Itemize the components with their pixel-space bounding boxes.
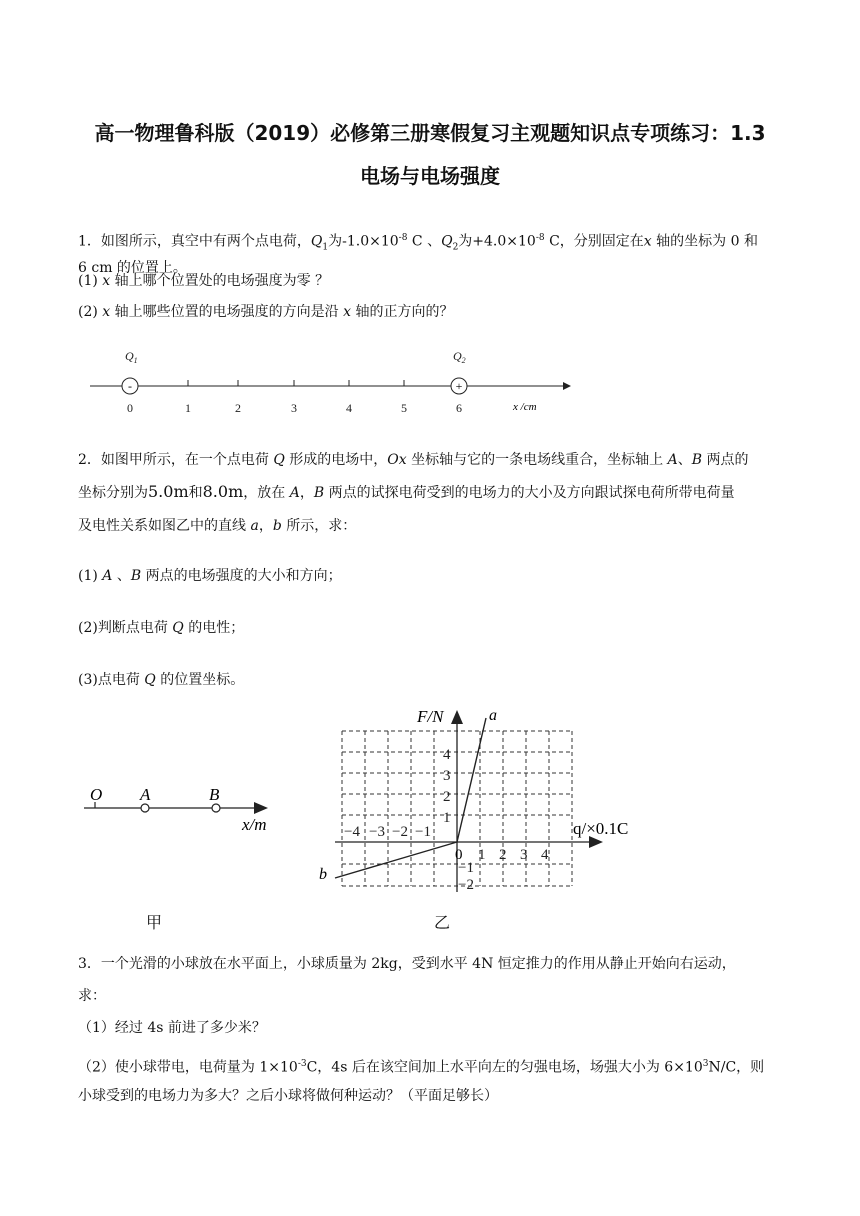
- q2-intro-line3: 及电性关系如图乙中的直线 a，b 所示，求：: [78, 518, 357, 534]
- y-tick-label: 1: [443, 810, 451, 826]
- q1-axis-arrow: [563, 382, 571, 390]
- x-tick-label: −3: [369, 824, 385, 840]
- q3-subquestion-1: （1）经过 4s 前进了多少米？: [78, 1020, 266, 1036]
- y-tick-label: −2: [458, 877, 474, 893]
- q3-intro-line2: 求：: [78, 988, 106, 1004]
- q1-figure: [85, 340, 585, 420]
- q3-intro-line1: 3．一个光滑的小球放在水平面上，小球质量为 2kg，受到水平 4N 恒定推力的作用从静止开始向右运动，: [78, 956, 736, 972]
- line-b: [335, 842, 457, 878]
- q2-charge-label: $Q_2$: [453, 349, 466, 365]
- tick-label: 3: [291, 401, 297, 415]
- x-tick-label: −4: [344, 824, 360, 840]
- x-tick-label: 3: [520, 847, 528, 863]
- tick-label: 5: [401, 401, 407, 415]
- positive-sign: +: [455, 379, 463, 393]
- y-tick-label: 2: [443, 789, 451, 805]
- yi-y-axis-arrow: [451, 710, 463, 724]
- tick-label: 0: [127, 401, 133, 415]
- page-title-line1: 高一物理鲁科版（2019）必修第三册寒假复习主观题知识点专项练习：1.3: [94, 121, 766, 145]
- caption-jia: 甲: [146, 913, 163, 932]
- q2-intro-line1: 2．如图甲所示，在一个点电荷 Q 形成的电场中，Ox 坐标轴与它的一条电场线重合，坐标轴上 A、B 两点的: [78, 452, 749, 468]
- jia-axis-arrow: [254, 802, 268, 814]
- x-tick-label: −1: [415, 824, 431, 840]
- q1-intro-line2: 6 cm 的位置上。: [78, 260, 187, 276]
- point-A: [141, 804, 149, 812]
- q3-subquestion-2: （2）使小球带电，电荷量为 $1\times 10^{-3}C$，4s 后在该空间加上水平向左的匀强电场，场强大小为 $6\times 10^3N/C$，则: [78, 1059, 765, 1076]
- tick-label: 6: [456, 401, 462, 415]
- q3-subquestion-2-line2: 小球受到的电场力为多大？之后小球将做何种运动？（平面足够长）: [78, 1088, 498, 1104]
- y-tick-label: 3: [443, 768, 451, 784]
- point-B: [212, 804, 220, 812]
- page-title-line2: 电场与电场强度: [360, 164, 500, 188]
- q1-subquestion-2: (2) x 轴上哪些位置的电场强度的方向是沿 x 轴的正方向的？: [78, 304, 454, 320]
- q1-axis-label: x /cm: [513, 401, 537, 413]
- jia-axis-label: x/m: [242, 815, 267, 834]
- q1-charge-label: $Q_1$: [125, 349, 138, 365]
- tick-label: 2: [235, 401, 241, 415]
- tick-label: 1: [185, 401, 191, 415]
- yi-y-axis-label: F/N: [417, 707, 444, 726]
- x-tick-label: 4: [541, 847, 549, 863]
- caption-yi: 乙: [434, 913, 451, 932]
- line-a: [457, 718, 486, 842]
- x-tick-label: 1: [478, 847, 486, 863]
- jia-label-B: B: [209, 785, 220, 804]
- yi-x-axis-label: q/×0.1C: [573, 819, 629, 838]
- q2-subquestion-2: (2)判断点电荷 Q 的电性；: [78, 620, 245, 636]
- x-tick-label: −2: [392, 824, 408, 840]
- q2-intro-line2: 坐标分别为5.0m和8.0m，放在 A，B 两点的试探电荷受到的电场力的大小及方向跟试探电荷所带电荷量: [78, 482, 735, 501]
- line-a-label: a: [489, 707, 497, 724]
- jia-label-A: A: [140, 785, 151, 804]
- y-tick-label: 4: [443, 747, 451, 763]
- negative-sign: -: [128, 379, 132, 393]
- q2-figure-yi: [315, 702, 645, 897]
- x-tick-label: 2: [499, 847, 507, 863]
- jia-label-O: O: [90, 785, 103, 804]
- q2-subquestion-1: (1) A 、B 两点的电场强度的大小和方向；: [78, 568, 342, 584]
- q1-subquestion-1: (1) x 轴上哪个位置处的电场强度为零 ？: [78, 273, 330, 289]
- tick-label: 4: [346, 401, 352, 415]
- yi-origin-label: 0: [455, 847, 463, 863]
- q2-subquestion-3: (3)点电荷 Q 的位置坐标。: [78, 672, 245, 688]
- q1-intro: 1．如图所示，真空中有两个点电荷，$Q_1$为$-1.0\times 10^{-8}$ C 、$Q_2$为$+4.0\times 10^{-8}$ C，分别固定在x 轴的坐标为 0 和: [78, 233, 758, 253]
- y-tick-label: −1: [458, 860, 474, 876]
- q2-figure-jia: [82, 782, 282, 842]
- line-b-label: b: [319, 866, 327, 883]
